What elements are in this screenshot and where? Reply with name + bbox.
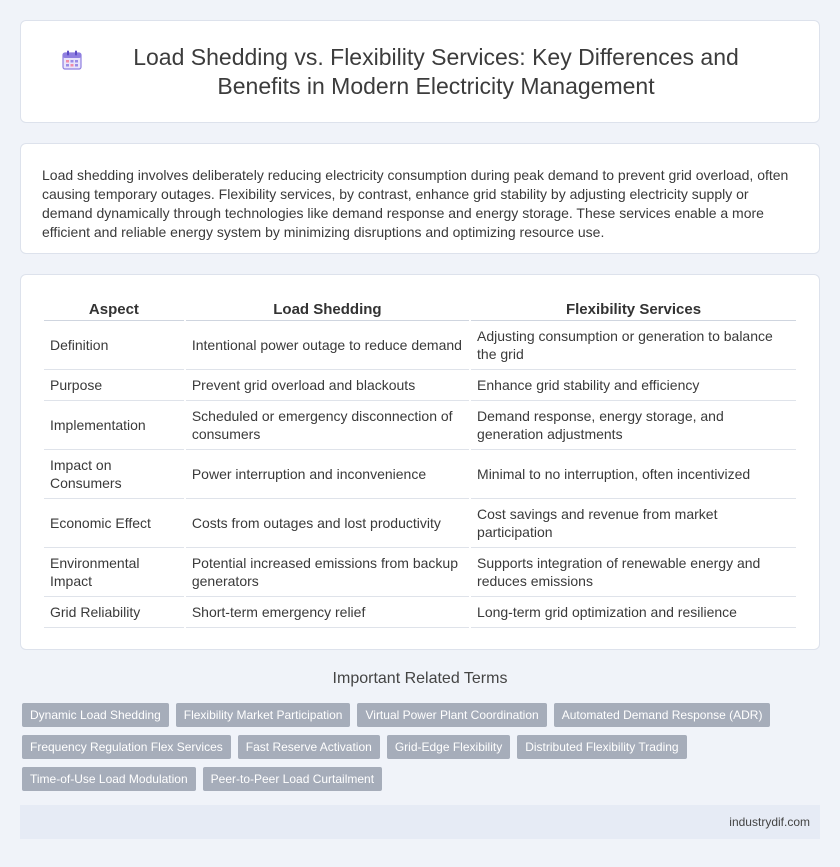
cell-load-shedding: Scheduled or emergency disconnection of consumers xyxy=(186,401,469,450)
cell-load-shedding: Potential increased emissions from backup generators xyxy=(186,548,469,597)
cell-load-shedding: Costs from outages and lost productivity xyxy=(186,499,469,548)
cell-aspect: Impact on Consumers xyxy=(44,450,184,499)
cell-flexibility: Minimal to no interruption, often incentivized xyxy=(471,450,796,499)
cell-flexibility: Supports integration of renewable energy and reduces emissions xyxy=(471,548,796,597)
table-header-row xyxy=(44,301,796,321)
intro-card xyxy=(20,143,820,254)
related-term-tag[interactable]: Fast Reserve Activation xyxy=(238,735,380,759)
cell-flexibility: Adjusting consumption or generation to balance the grid xyxy=(471,321,796,370)
cell-aspect: Definition xyxy=(44,321,184,370)
table-row xyxy=(44,548,796,597)
related-term-tag[interactable]: Peer-to-Peer Load Curtailment xyxy=(203,767,382,791)
table-row xyxy=(44,499,796,548)
header-aspect: Aspect xyxy=(44,301,184,321)
comparison-table xyxy=(42,301,798,628)
related-term-tag[interactable]: Flexibility Market Participation xyxy=(176,703,351,727)
footer xyxy=(20,805,820,839)
cell-load-shedding: Intentional power outage to reduce demand xyxy=(186,321,469,370)
table-row xyxy=(44,370,796,401)
related-terms-list xyxy=(22,703,818,791)
related-term-tag[interactable]: Frequency Regulation Flex Services xyxy=(22,735,231,759)
title-wrap xyxy=(61,43,779,101)
cell-flexibility: Enhance grid stability and efficiency xyxy=(471,370,796,401)
table-row xyxy=(44,321,796,370)
title-card xyxy=(20,20,820,123)
cell-load-shedding: Short-term emergency relief xyxy=(186,597,469,628)
table-row xyxy=(44,401,796,450)
footer-site[interactable]: industrydif.com xyxy=(729,815,810,829)
cell-flexibility: Demand response, energy storage, and generation adjustments xyxy=(471,401,796,450)
related-term-tag[interactable]: Virtual Power Plant Coordination xyxy=(357,703,546,727)
cell-aspect: Implementation xyxy=(44,401,184,450)
related-term-tag[interactable]: Dynamic Load Shedding xyxy=(22,703,169,727)
cell-load-shedding: Prevent grid overload and blackouts xyxy=(186,370,469,401)
related-term-tag[interactable]: Grid-Edge Flexibility xyxy=(387,735,510,759)
related-term-tag[interactable]: Time-of-Use Load Modulation xyxy=(22,767,196,791)
cell-aspect: Economic Effect xyxy=(44,499,184,548)
table-row xyxy=(44,597,796,628)
related-terms-title: Important Related Terms xyxy=(332,670,508,687)
header-flexibility-services: Flexibility Services xyxy=(471,301,796,321)
related-term-tag[interactable]: Distributed Flexibility Trading xyxy=(517,735,686,759)
cell-aspect: Purpose xyxy=(44,370,184,401)
cell-load-shedding: Power interruption and inconvenience xyxy=(186,450,469,499)
related-term-tag[interactable]: Automated Demand Response (ADR) xyxy=(554,703,771,727)
intro-paragraph: Load shedding involves deliberately reducing electricity consumption during peak demand to prevent grid overload, often causing temporary outages. Flexibility services, by contrast, enhance grid stability by adjusting electricity supply or demand dynamically through technologies like demand response and energy storage. These services enable a more efficient and reliable energy system by minimizing disruptions and optimizing resource use. xyxy=(42,167,789,240)
header-load-shedding: Load Shedding xyxy=(186,301,469,321)
cell-aspect: Grid Reliability xyxy=(44,597,184,628)
table-row xyxy=(44,450,796,499)
cell-aspect: Environmental Impact xyxy=(44,548,184,597)
comparison-card xyxy=(20,274,820,650)
cell-flexibility: Cost savings and revenue from market participation xyxy=(471,499,796,548)
calendar-icon xyxy=(61,49,83,71)
page-title: Load Shedding vs. Flexibility Services: Key Differences and Benefits in Modern Electricity Management xyxy=(133,43,739,99)
cell-flexibility: Long-term grid optimization and resilience xyxy=(471,597,796,628)
